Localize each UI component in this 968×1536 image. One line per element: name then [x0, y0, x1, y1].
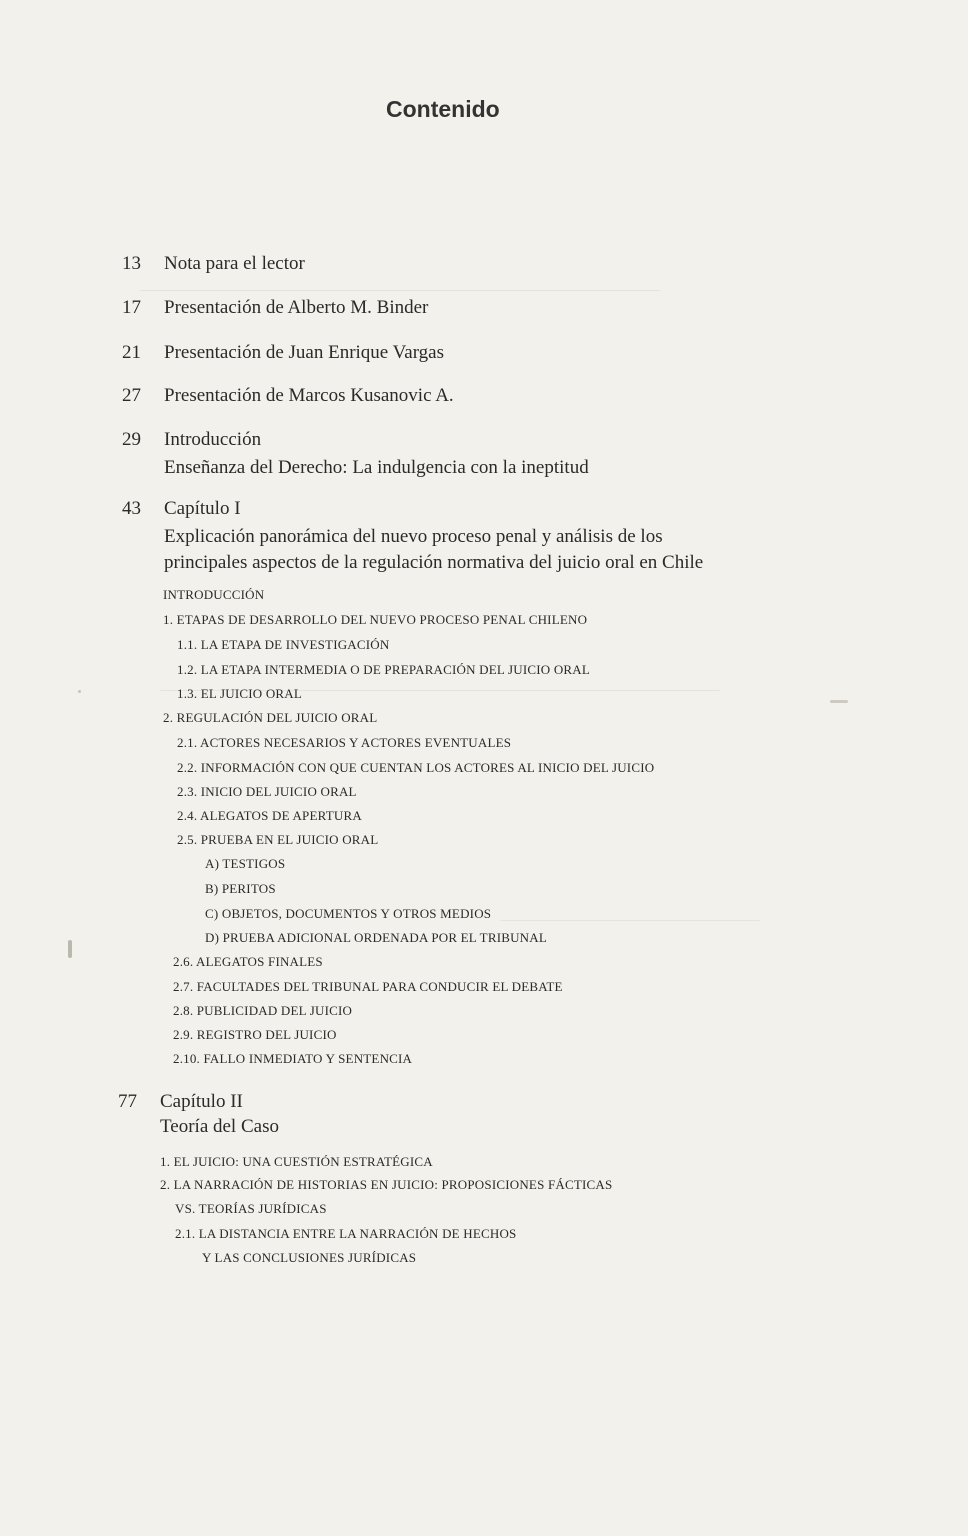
section-item: 2.1. LA DISTANCIA ENTRE LA NARRACIÓN DE HECHOS: [175, 1226, 517, 1241]
section-item: 2.1. ACTORES NECESARIOS Y ACTORES EVENTUALES: [177, 735, 512, 750]
section-item: 2.2. INFORMACIÓN CON QUE CUENTAN LOS ACTORES AL INICIO DEL JUICIO: [177, 760, 655, 775]
entry-subtitle-line: principales aspectos de la regulación normativa del juicio oral en Chile: [164, 552, 704, 573]
page-number: 17: [122, 297, 141, 318]
page-number: 29: [122, 429, 141, 450]
section-item: D) PRUEBA ADICIONAL ORDENADA POR EL TRIBUNAL: [205, 930, 547, 945]
page-number: 27: [122, 385, 141, 406]
section-item: 2.8. PUBLICIDAD DEL JUICIO: [173, 1003, 353, 1018]
section-item: 2.9. REGISTRO DEL JUICIO: [173, 1027, 337, 1042]
entry-subtitle: Enseñanza del Derecho: La indulgencia con la ineptitud: [164, 457, 589, 478]
entry-title: Capítulo II: [160, 1091, 243, 1112]
section-item: 2.10. FALLO INMEDIATO Y SENTENCIA: [173, 1051, 413, 1066]
section-item: 2. REGULACIÓN DEL JUICIO ORAL: [163, 710, 378, 725]
section-item: 1.3. EL JUICIO ORAL: [177, 686, 303, 701]
section-item: Y LAS CONCLUSIONES JURÍDICAS: [202, 1250, 417, 1265]
section-item: 1.2. LA ETAPA INTERMEDIA O DE PREPARACIÓN DEL JUICIO ORAL: [177, 662, 591, 677]
entry-title: Capítulo I: [164, 498, 241, 519]
section-item: 2.4. ALEGATOS DE APERTURA: [177, 808, 362, 823]
section-item: 2.3. INICIO DEL JUICIO ORAL: [177, 784, 357, 799]
section-item: 1. ETAPAS DE DESARROLLO DEL NUEVO PROCESO PENAL CHILENO: [163, 612, 588, 627]
page-number: 43: [122, 498, 141, 519]
entry-title: Introducción: [164, 429, 262, 450]
page-number: 77: [118, 1091, 137, 1112]
section-item: C) OBJETOS, DOCUMENTOS Y OTROS MEDIOS: [205, 906, 492, 921]
entry-subtitle-line: Explicación panorámica del nuevo proceso penal y análisis de los: [164, 526, 663, 547]
entry-title: Presentación de Alberto M. Binder: [164, 297, 429, 318]
entry-title: Nota para el lector: [164, 253, 305, 274]
section-item: VS. TEORÍAS JURÍDICAS: [175, 1201, 327, 1216]
section-item: 2. LA NARRACIÓN DE HISTORIAS EN JUICIO: PROPOSICIONES FÁCTICAS: [160, 1177, 613, 1192]
section-item: 2.7. FACULTADES DEL TRIBUNAL PARA CONDUCIR EL DEBATE: [173, 979, 563, 994]
section-item: 2.5. PRUEBA EN EL JUICIO ORAL: [177, 832, 379, 847]
section-item: B) PERITOS: [205, 881, 276, 896]
page-title: Contenido: [386, 96, 500, 122]
page-number: 21: [122, 342, 141, 363]
entry-title: Presentación de Juan Enrique Vargas: [164, 342, 444, 363]
section-item: 2.6. ALEGATOS FINALES: [173, 954, 323, 969]
section-item: 1.1. LA ETAPA DE INVESTIGACIÓN: [177, 637, 390, 652]
section-item: A) TESTIGOS: [205, 856, 286, 871]
entry-title: Presentación de Marcos Kusanovic A.: [164, 385, 454, 406]
entry-subtitle: Teoría del Caso: [160, 1116, 279, 1137]
section-item: INTRODUCCIÓN: [163, 587, 265, 602]
page-number: 13: [122, 253, 141, 274]
section-item: 1. EL JUICIO: UNA CUESTIÓN ESTRATÉGICA: [160, 1154, 433, 1169]
